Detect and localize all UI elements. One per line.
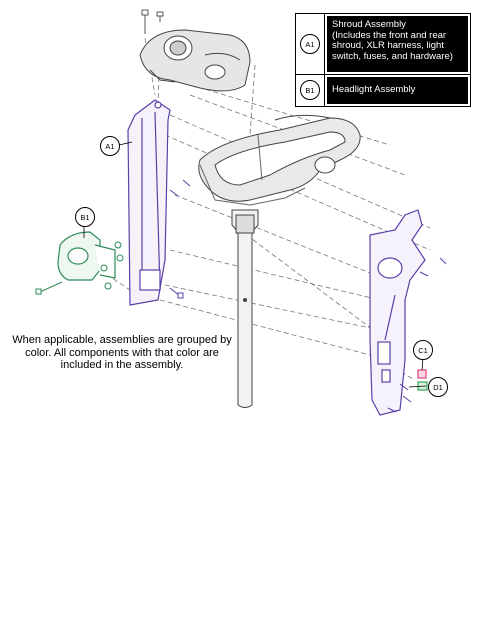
rear-shroud <box>370 210 425 415</box>
top-screw <box>142 10 148 34</box>
small-screws <box>170 180 190 196</box>
callout-a1: A1 <box>100 136 120 156</box>
shroud-top-cap <box>140 30 250 91</box>
callout-b1: B1 <box>75 207 95 227</box>
component-c1 <box>418 370 426 378</box>
color-grouping-note: When applicable, assemblies are grouped by color. All components with that color are included in the assembly. <box>12 334 232 371</box>
legend-label-b1: Headlight Assembly <box>327 77 468 104</box>
legend-code-b1: B1 <box>300 80 320 100</box>
legend-row-b1 <box>296 75 470 106</box>
top-screw-2 <box>157 12 163 22</box>
handlebar <box>199 115 360 205</box>
legend-code-a1: A1 <box>300 34 320 54</box>
legend-row-a1 <box>296 14 470 75</box>
front-shroud-a1 <box>128 100 170 305</box>
assembly-legend <box>295 13 471 107</box>
headlight-b1 <box>58 232 115 280</box>
callout-c1: C1 <box>413 340 433 360</box>
shroud-screw <box>170 288 183 298</box>
center-post <box>232 210 258 408</box>
legend-label-a1: Shroud Assembly (Includes the front and rear shroud, XLR harness, light switch, fuses, and hardware) <box>327 16 468 72</box>
callout-d1: D1 <box>428 377 448 397</box>
